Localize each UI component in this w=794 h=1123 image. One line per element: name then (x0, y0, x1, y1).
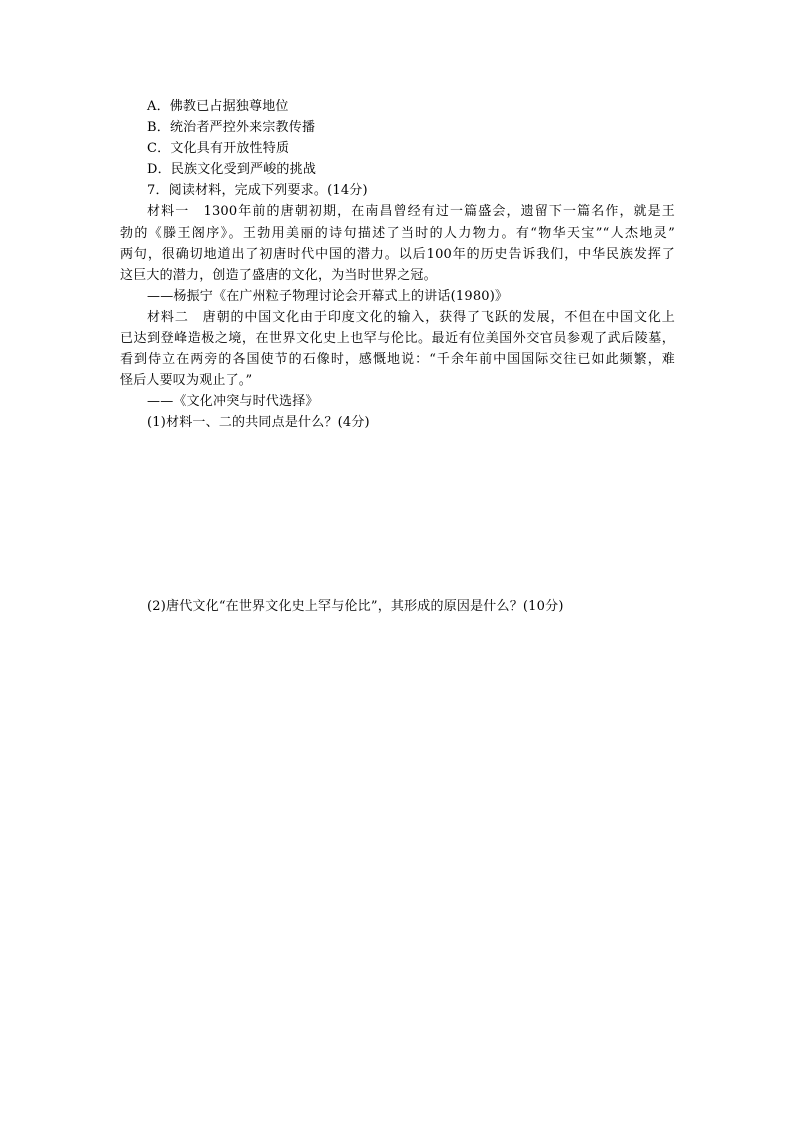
material-one-line-1: 材料一 1300年前的唐朝初期，在南昌曾经有过一篇盛会，遗留下一篇名作，就是王 (147, 204, 675, 219)
answer-space-1 (120, 436, 675, 586)
material-two-line-2: 已达到登峰造极之境，在世界文化史上也罕与伦比。最近有位美国外交官员参观了武后陵墓， (120, 331, 675, 346)
sub-question-2: (2)唐代文化“在世界文化史上罕与伦比”，其形成的原因是什么？(10分) (147, 599, 564, 614)
material-two-line-1: 材料二 唐朝的中国文化由于印度文化的输入，获得了飞跃的发展，不但在中国文化上 (147, 310, 675, 325)
question-7-stem: 7．阅读材料，完成下列要求。(14分) (147, 183, 368, 198)
answer-space-2 (120, 620, 675, 1080)
material-one-line-2: 勃的《滕王阁序》。王勃用美丽的诗句描述了当时的人力物力。有“物华天宝”“人杰地灵” (120, 226, 675, 241)
sub-question-1: (1)材料一、二的共同点是什么？(4分) (147, 415, 370, 430)
option-b: B．统治者严控外来宗教传播 (147, 120, 316, 135)
material-one-line-3: 两句，很确切地道出了初唐时代中国的潜力。以后100年的历史告诉我们，中华民族发挥了 (120, 247, 675, 262)
option-d: D．民族文化受到严峻的挑战 (147, 162, 317, 177)
material-two-line-4: 怪后人要叹为观止了。” (120, 373, 253, 388)
option-a: A．佛教已占据独尊地位 (147, 99, 289, 114)
material-one-source: ——杨振宁《在广州粒子物理讨论会开幕式上的讲话(1980)》 (147, 289, 509, 304)
material-two-line-3: 看到侍立在两旁的各国使节的石像时，感慨地说：“千余年前中国国际交往已如此频繁，难 (120, 352, 675, 367)
option-c: C．文化具有开放性特质 (147, 141, 290, 156)
material-one-line-4: 这巨大的潜力，创造了盛唐的文化，为当时世界之冠。 (120, 268, 437, 283)
material-two-source: ——《文化冲突与时代选择》 (147, 394, 319, 409)
